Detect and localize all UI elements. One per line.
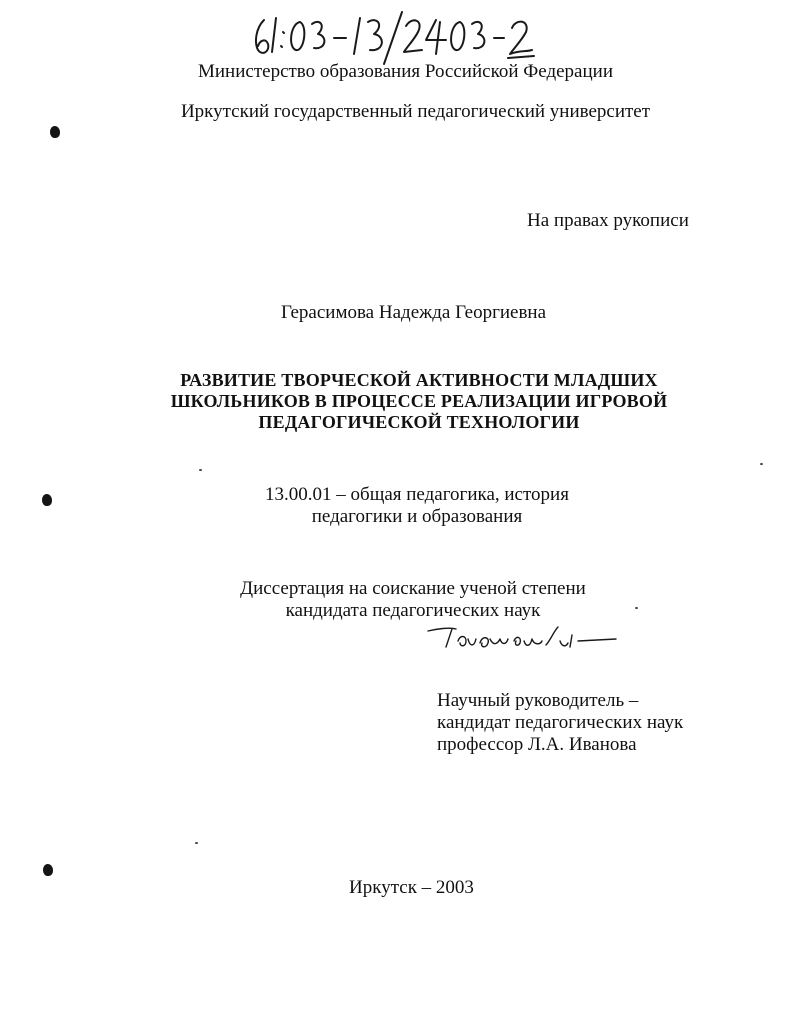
scan-speck bbox=[195, 842, 198, 844]
signature-drawing bbox=[420, 617, 620, 655]
dissertation-title bbox=[0, 370, 799, 433]
degree-block bbox=[0, 578, 799, 622]
title-line-3: ПЕДАГОГИЧЕСКОЙ ТЕХНОЛОГИИ bbox=[258, 412, 580, 432]
advisor-line-1: Научный руководитель – bbox=[437, 690, 639, 711]
title-line-1: РАЗВИТИЕ ТВОРЧЕСКОЙ АКТИВНОСТИ МЛАДШИХ bbox=[180, 370, 658, 390]
punch-hole-mark bbox=[50, 126, 60, 138]
city-and-year: Иркутск – 2003 bbox=[349, 877, 474, 898]
degree-line-2: кандидата педагогических наук bbox=[285, 600, 541, 621]
specialty-line-2: педагогики и образования bbox=[311, 506, 523, 527]
ministry-name: Министерство образования Российской Федерации bbox=[198, 61, 613, 82]
punch-hole-mark bbox=[42, 494, 52, 506]
scan-speck bbox=[635, 607, 638, 609]
handwritten-archive-number-drawing bbox=[250, 8, 550, 66]
university-name: Иркутский государственный педагогический университет bbox=[180, 101, 651, 122]
handwritten-archive-number bbox=[250, 8, 550, 66]
author-signature bbox=[420, 617, 620, 655]
advisor-block bbox=[437, 690, 683, 756]
punch-hole-mark bbox=[43, 864, 53, 876]
specialty-block bbox=[0, 484, 799, 528]
advisor-line-2: кандидат педагогических наук bbox=[437, 712, 684, 733]
degree-line-1: Диссертация на соискание ученой степени bbox=[240, 578, 586, 599]
advisor-line-3: профессор Л.А. Иванова bbox=[437, 734, 637, 755]
manuscript-rights-label: На правах рукописи bbox=[527, 210, 689, 231]
title-line-2: ШКОЛЬНИКОВ В ПРОЦЕССЕ РЕАЛИЗАЦИИ ИГРОВОЙ bbox=[170, 391, 668, 411]
author-name: Герасимова Надежда Георгиевна bbox=[280, 302, 547, 323]
scan-speck bbox=[760, 463, 763, 465]
scan-speck bbox=[199, 469, 202, 471]
specialty-line-1: 13.00.01 – общая педагогика, история bbox=[265, 484, 569, 505]
